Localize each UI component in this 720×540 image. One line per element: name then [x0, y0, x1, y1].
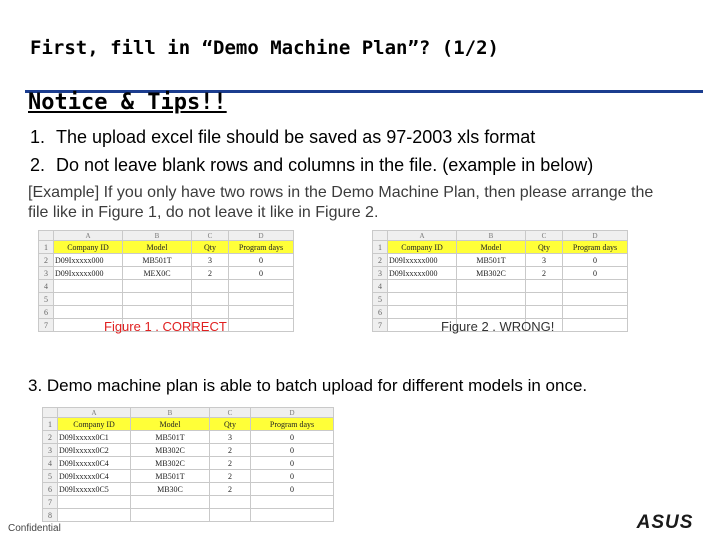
table-cell: D09Ixxxxx0C1: [58, 431, 131, 444]
header-cell: Program days: [251, 418, 334, 431]
table-cell: D09Ixxxxx000: [388, 267, 457, 280]
row-number: 3: [373, 267, 388, 280]
table-row: [39, 280, 294, 293]
table-cell: 2: [192, 267, 229, 280]
table-cell: 2: [210, 457, 251, 470]
row-number: 3: [43, 444, 58, 457]
table-row: [43, 483, 334, 496]
header-cell: Program days: [563, 241, 628, 254]
notice-heading: Notice & Tips!!: [28, 90, 227, 115]
column-letter: C: [526, 231, 563, 241]
header-cell: Company ID: [58, 418, 131, 431]
row-number: 5: [43, 470, 58, 483]
header-row: [39, 241, 294, 254]
note-number: 2.: [30, 155, 46, 175]
row-number: 1: [39, 241, 54, 254]
row-number: 4: [39, 280, 54, 293]
table-row: [373, 267, 628, 280]
row-number: 7: [43, 496, 58, 509]
figure-1-spreadsheet: [38, 230, 294, 332]
column-letter: D: [563, 231, 628, 241]
table-row: [39, 293, 294, 306]
table-cell: MB501T: [131, 470, 210, 483]
note-3: 3. Demo machine plan is able to batch upload for different models in once.: [28, 376, 588, 395]
row-number: 7: [373, 319, 388, 332]
column-letter: B: [131, 408, 210, 418]
table-row: [43, 470, 334, 483]
table-cell: 2: [526, 267, 563, 280]
table-row: [43, 496, 334, 509]
table-cell: 2: [210, 444, 251, 457]
column-letter-row: [43, 408, 334, 418]
note-2: [30, 155, 593, 176]
table-cell: 3: [210, 431, 251, 444]
row-number: 2: [373, 254, 388, 267]
table-cell: D09Ixxxxx0C5: [58, 483, 131, 496]
header-cell: Company ID: [54, 241, 123, 254]
column-letter-row: [373, 231, 628, 241]
row-number: 5: [39, 293, 54, 306]
table-cell: D09Ixxxxx000: [388, 254, 457, 267]
corner-cell: [39, 231, 54, 241]
note-1: [30, 127, 535, 148]
header-cell: Qty: [526, 241, 563, 254]
column-letter-row: [39, 231, 294, 241]
table-cell: 0: [229, 267, 294, 280]
row-number: 6: [39, 306, 54, 319]
note-text: Do not leave blank rows and columns in the file. (example in below): [56, 155, 594, 175]
header-cell: Qty: [210, 418, 251, 431]
header-cell: Program days: [229, 241, 294, 254]
column-letter: C: [192, 231, 229, 241]
example-text: [Example] If you only have two rows in the Demo Machine Plan, then please arrange the file like in Figure 1, do not leave it like in Figure 2.: [28, 184, 654, 221]
row-number: 6: [43, 483, 58, 496]
asus-logo: [624, 512, 706, 530]
table-row: [39, 267, 294, 280]
column-letter: C: [210, 408, 251, 418]
figure-2-caption: Figure 2 . WRONG!: [441, 319, 555, 334]
table-cell: MB302C: [457, 267, 526, 280]
table-cell: 0: [563, 267, 628, 280]
table-cell: 0: [251, 444, 334, 457]
table-cell: D09Ixxxxx0C4: [58, 457, 131, 470]
row-number: 7: [39, 319, 54, 332]
table-cell: 3: [526, 254, 563, 267]
figure-1-caption: Figure 1 . CORRECT: [104, 319, 227, 334]
row-number: 1: [373, 241, 388, 254]
table-row: [39, 254, 294, 267]
table-cell: 0: [251, 457, 334, 470]
header-cell: Company ID: [388, 241, 457, 254]
table-row: [373, 254, 628, 267]
table-cell: MB501T: [457, 254, 526, 267]
header-cell: Model: [131, 418, 210, 431]
table-cell: 0: [229, 254, 294, 267]
table-cell: 0: [251, 431, 334, 444]
corner-cell: [43, 408, 58, 418]
figure-2-spreadsheet: [372, 230, 628, 332]
table-cell: 2: [210, 470, 251, 483]
table-cell: 3: [192, 254, 229, 267]
column-letter: A: [58, 408, 131, 418]
table-cell: MB30C: [131, 483, 210, 496]
table-row: [39, 306, 294, 319]
column-letter: D: [251, 408, 334, 418]
column-letter: D: [229, 231, 294, 241]
table-row: [43, 431, 334, 444]
header-cell: Model: [123, 241, 192, 254]
row-number: 2: [43, 431, 58, 444]
table-cell: D09Ixxxxx000: [54, 267, 123, 280]
table-cell: MB501T: [131, 431, 210, 444]
table-cell: 2: [210, 483, 251, 496]
table-row: [373, 306, 628, 319]
column-letter: A: [388, 231, 457, 241]
note-text: The upload excel file should be saved as 97-2003 xls format: [56, 127, 536, 147]
row-number: 8: [43, 509, 58, 522]
table-row: [43, 457, 334, 470]
header-cell: Qty: [192, 241, 229, 254]
table-row: [373, 293, 628, 306]
table-cell: 0: [251, 483, 334, 496]
row-number: 4: [373, 280, 388, 293]
column-letter: B: [457, 231, 526, 241]
row-number: 4: [43, 457, 58, 470]
table-row: [373, 280, 628, 293]
header-cell: Model: [457, 241, 526, 254]
table-cell: MB302C: [131, 444, 210, 457]
note-number: 1.: [30, 127, 46, 147]
row-number: 1: [43, 418, 58, 431]
slide-title: First, fill in “Demo Machine Plan”? (1/2): [30, 37, 499, 59]
table-cell: 0: [563, 254, 628, 267]
header-row: [373, 241, 628, 254]
header-row: [43, 418, 334, 431]
table-cell: D09Ixxxxx000: [54, 254, 123, 267]
logo-text: ASUS: [636, 512, 694, 530]
table-cell: D09Ixxxxx0C4: [58, 470, 131, 483]
table-cell: MB302C: [131, 457, 210, 470]
row-number: 5: [373, 293, 388, 306]
row-number: 3: [39, 267, 54, 280]
corner-cell: [373, 231, 388, 241]
table-cell: MEX0C: [123, 267, 192, 280]
confidential-label: Confidential: [8, 523, 61, 534]
row-number: 2: [39, 254, 54, 267]
figure-3-spreadsheet: [42, 407, 334, 522]
column-letter: B: [123, 231, 192, 241]
table-cell: MB501T: [123, 254, 192, 267]
table-row: [43, 444, 334, 457]
column-letter: A: [54, 231, 123, 241]
table-cell: D09Ixxxxx0C2: [58, 444, 131, 457]
table-row: [43, 509, 334, 522]
row-number: 6: [373, 306, 388, 319]
table-cell: 0: [251, 470, 334, 483]
